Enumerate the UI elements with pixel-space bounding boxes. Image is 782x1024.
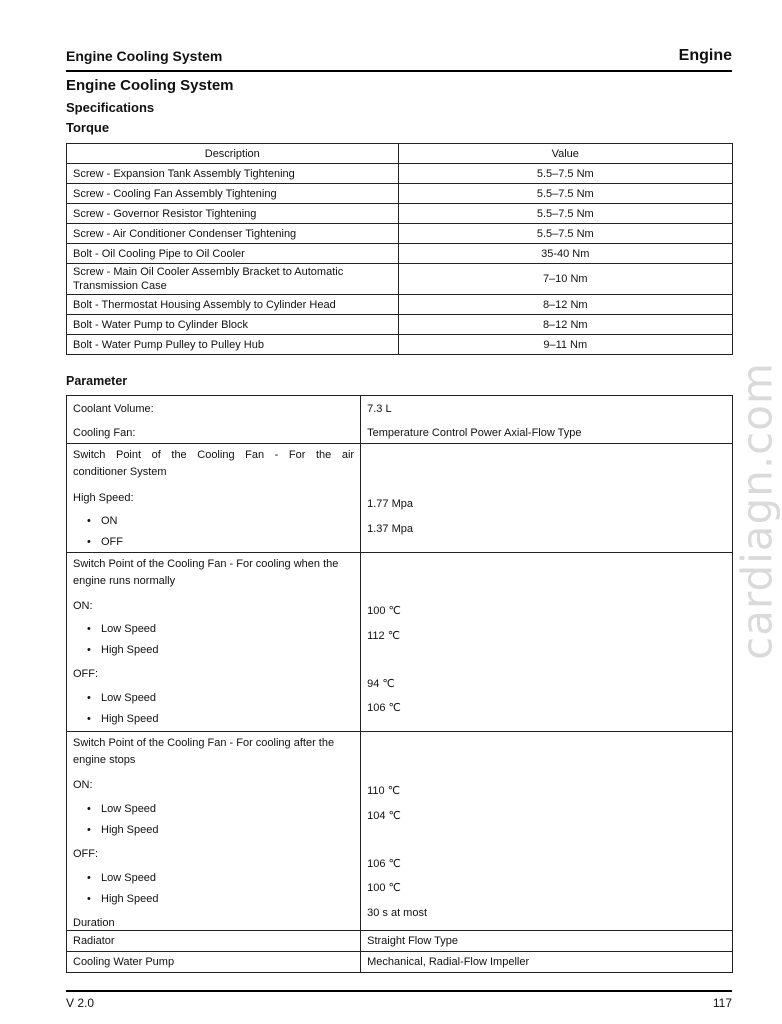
torque-value: 5.5–7.5 Nm [398, 184, 732, 204]
list-item: • High Speed [87, 713, 159, 725]
cooling-fan-value: Temperature Control Power Axial-Flow Type [367, 427, 582, 439]
coolant-volume-label: Coolant Volume: [73, 403, 154, 415]
torque-value: 7–10 Nm [398, 264, 732, 295]
footer-version: V 2.0 [66, 996, 95, 1010]
torque-description: Screw - Cooling Fan Assembly Tightening [67, 184, 399, 204]
table-row [67, 553, 733, 732]
parameter-value-cell [361, 396, 733, 444]
table-row [67, 335, 733, 355]
torque-description: Screw - Governor Resistor Tightening [67, 204, 399, 224]
torque-description [67, 264, 399, 295]
torque-value: 5.5–7.5 Nm [398, 204, 732, 224]
after-stop-switch-title: Switch Point of the Cooling Fan - For cooling after the [73, 737, 335, 749]
table-row [67, 204, 733, 224]
list-item: • Low Speed [87, 803, 157, 815]
off-label: OFF: [73, 848, 99, 860]
torque-value: 5.5–7.5 Nm [398, 164, 732, 184]
column-header: Value [398, 144, 732, 164]
parameter-heading: Parameter [66, 374, 128, 388]
after-stop-on-low-value: 110 ℃ [367, 785, 401, 797]
radiator-label: Radiator [67, 931, 361, 952]
page-title: Engine Cooling System [66, 77, 234, 94]
after-stop-off-high-value: 100 ℃ [367, 882, 401, 894]
list-item: • Low Speed [87, 872, 157, 884]
normal-on-high-value: 112 ℃ [367, 630, 401, 642]
table-row [67, 224, 733, 244]
parameter-label-cell [67, 396, 361, 444]
pump-value: Mechanical, Radial-Flow Impeller [361, 952, 733, 973]
parameter-label-cell [67, 732, 361, 931]
torque-value: 5.5–7.5 Nm [398, 224, 732, 244]
description-line: Screw - Main Oil Cooler Assembly Bracket to Automatic [73, 266, 344, 278]
watermark: cardiagn.com [732, 362, 782, 660]
table-row [67, 244, 733, 264]
after-stop-on-high-value: 104 ℃ [367, 810, 401, 822]
torque-description: Bolt - Water Pump to Cylinder Block [67, 315, 399, 335]
torque-description: Bolt - Water Pump Pulley to Pulley Hub [67, 335, 399, 355]
table-row [67, 184, 733, 204]
ac-switch-title: Switch Point of the Cooling Fan - For the air [73, 449, 355, 461]
off-label: OFF: [73, 668, 99, 680]
page-header [66, 48, 732, 72]
parameter-table [66, 395, 733, 973]
normal-on-low-value: 100 ℃ [367, 605, 401, 617]
high-speed-label: High Speed: [73, 492, 134, 504]
normal-off-high-value: 106 ℃ [367, 702, 401, 714]
footer-divider [66, 990, 732, 992]
torque-value: 9–11 Nm [398, 335, 732, 355]
table-row [67, 444, 733, 553]
torque-value: 8–12 Nm [398, 295, 732, 315]
torque-heading: Torque [66, 120, 110, 135]
table-row [67, 732, 733, 931]
torque-description: Bolt - Thermostat Housing Assembly to Cylinder Head [67, 295, 399, 315]
on-label: ON: [73, 779, 93, 791]
parameter-value-cell [361, 444, 733, 553]
table-row [67, 164, 733, 184]
table-row [67, 952, 733, 973]
list-item: • Low Speed [87, 692, 157, 704]
table-row [67, 264, 733, 295]
ac-off-value: 1.37 Mpa [367, 523, 413, 535]
table-row [67, 315, 733, 335]
on-label: ON: [73, 600, 93, 612]
torque-value: 8–12 Nm [398, 315, 732, 335]
duration-value: 30 s at most [367, 907, 428, 919]
ac-on-value: 1.77 Mpa [367, 498, 413, 510]
list-item: • High Speed [87, 893, 159, 905]
duration-label: Duration [73, 917, 115, 929]
list-item: • Low Speed [87, 623, 157, 635]
normal-switch-title: engine runs normally [73, 575, 176, 587]
torque-description: Screw - Air Conditioner Condenser Tightening [67, 224, 399, 244]
ac-switch-title: conditioner System [73, 466, 167, 478]
header-section-title: Engine Cooling System [66, 48, 223, 64]
description-line: Transmission Case [73, 280, 167, 292]
column-header: Description [67, 144, 399, 164]
parameter-label-cell [67, 553, 361, 732]
normal-switch-title: Switch Point of the Cooling Fan - For cooling when the [73, 558, 339, 570]
manual-page [66, 0, 732, 1024]
after-stop-off-low-value: 106 ℃ [367, 858, 401, 870]
radiator-value: Straight Flow Type [361, 931, 733, 952]
list-item: • OFF [87, 536, 123, 548]
header-chapter: Engine [678, 47, 732, 64]
parameter-value-cell [361, 732, 733, 931]
parameter-label-cell [67, 444, 361, 553]
table-row [67, 396, 733, 444]
list-item: • ON [87, 515, 118, 527]
table-row [67, 295, 733, 315]
specifications-heading: Specifications [66, 100, 155, 115]
table-row [67, 931, 733, 952]
list-item: • High Speed [87, 644, 159, 656]
cooling-fan-label: Cooling Fan: [73, 427, 136, 439]
normal-off-low-value: 94 ℃ [367, 678, 395, 690]
torque-description: Screw - Expansion Tank Assembly Tightening [67, 164, 399, 184]
after-stop-switch-title: engine stops [73, 754, 136, 766]
torque-value: 35-40 Nm [398, 244, 732, 264]
page-number: 117 [712, 996, 732, 1010]
pump-label: Cooling Water Pump [67, 952, 361, 973]
list-item: • High Speed [87, 824, 159, 836]
parameter-value-cell [361, 553, 733, 732]
torque-description: Bolt - Oil Cooling Pipe to Oil Cooler [67, 244, 399, 264]
coolant-volume-value: 7.3 L [367, 403, 392, 415]
table-header-row [67, 144, 733, 164]
torque-table [66, 143, 733, 355]
